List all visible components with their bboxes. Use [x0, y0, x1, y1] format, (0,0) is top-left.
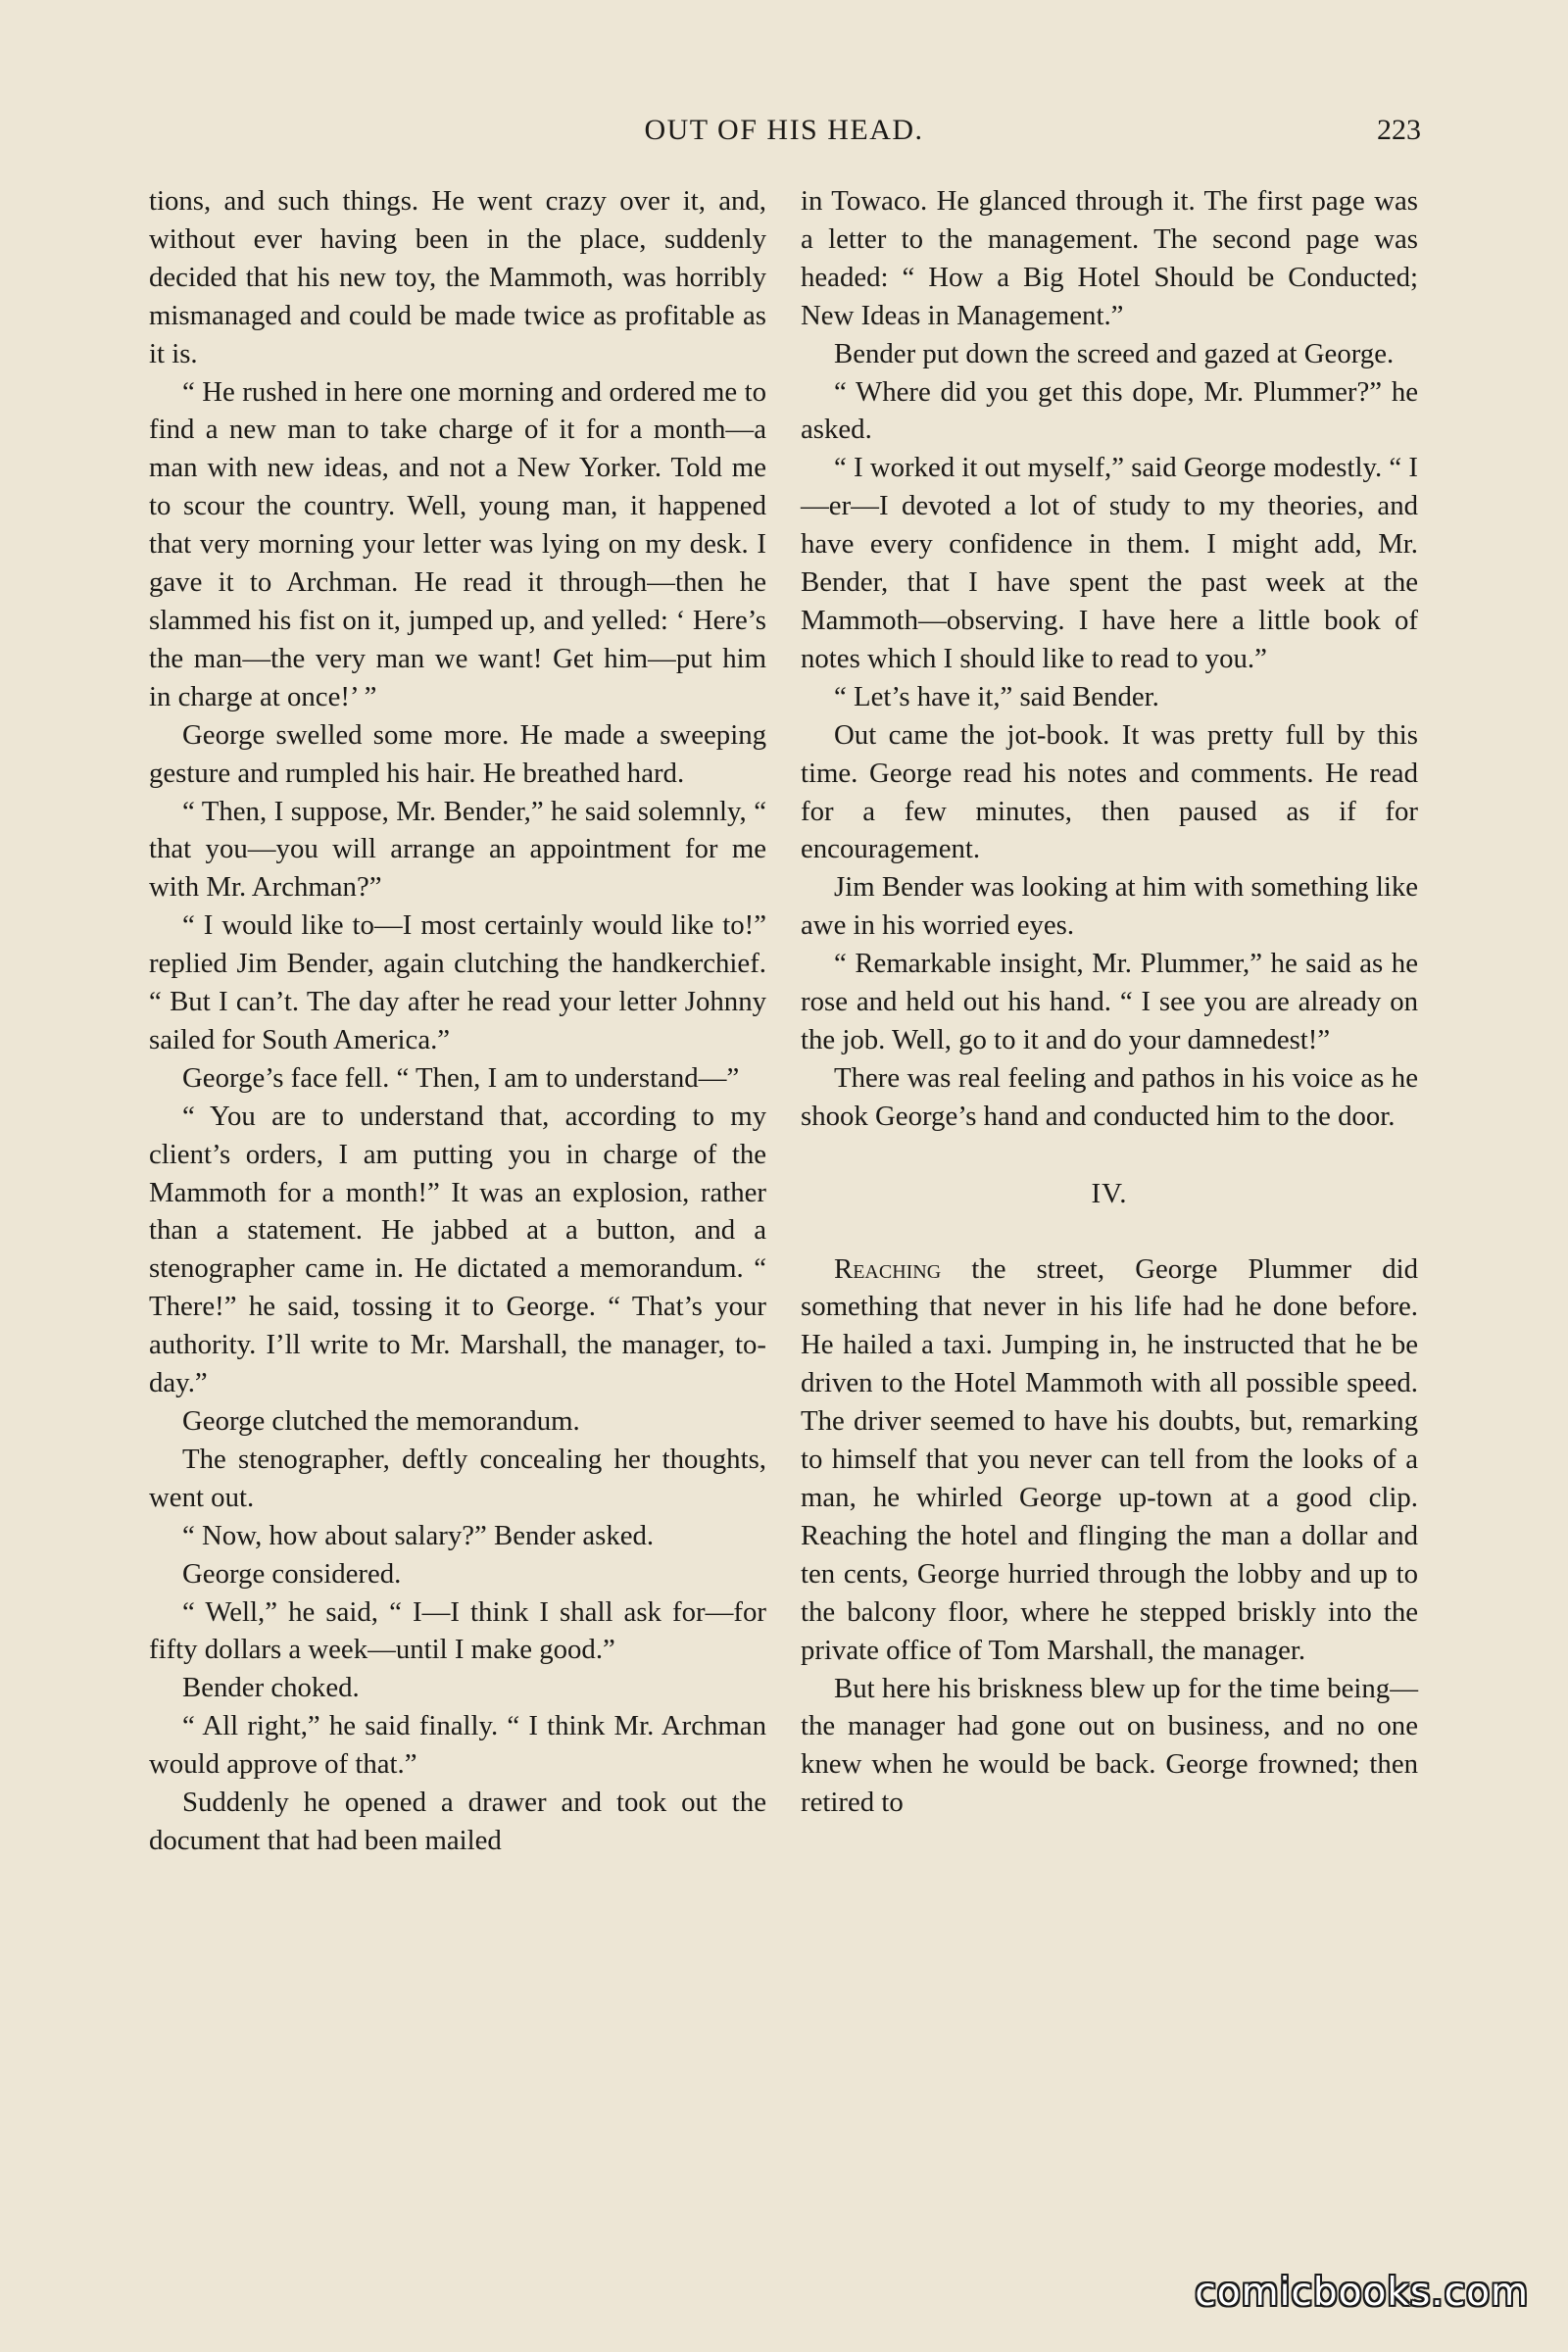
paragraph: Bender choked.: [182, 1672, 360, 1704]
running-title: OUT OF HIS HEAD.: [644, 114, 924, 146]
paragraph: “ Now, how about salary?” Bender asked.: [182, 1519, 655, 1551]
page-header: [147, 114, 1421, 157]
paragraph: in Towaco. He glanced through it. The first page was a letter to the management. The second page was headed: “ How a Big Hotel Should be Conducted; New Ideas in Management.”: [801, 185, 1418, 331]
section-first-paragraph: [801, 1250, 1418, 1670]
paragraph: “ You are to understand that, according to my client’s orders, I am putting you in charge of the Mammoth for a month!” It was an explosion, rather than a statement. He jabbed at a button, and a stenographer came in. He dictated a memorandum. “ There!” he said, tossing it to George. “ That’s your authority. I’ll write to Mr. Marshall, the manager, to-day.”: [149, 1100, 766, 1399]
paragraph: “ All right,” he said finally. “ I think Mr. Archman would approve of that.”: [149, 1710, 766, 1781]
paragraph: George considered.: [182, 1557, 402, 1590]
watermark: comicbooks.com: [1195, 2271, 1529, 2315]
paragraph: “ Remarkable insight, Mr. Plummer,” he said as he rose and held out his hand. “ I see you are already on the job. Well, go to it and do your damnedest!”: [801, 948, 1418, 1055]
paragraph: “ He rushed in here one morning and ordered me to find a new man to take charge of it for a month—a man with new ideas, and not a New Yorker. Told me to scour the country. Well, young man, it happened that very morning your letter was lying on my desk. I gave it to Archman. He read it through—then he slammed his fist on it, jumped up, and yelled: ‘ Here’s the man—the very man we want! Get him—put him in charge at once!’ ”: [149, 375, 766, 712]
paragraph: “ Where did you get this dope, Mr. Plummer?” he asked.: [801, 375, 1418, 446]
paragraph: Jim Bender was looking at him with something like awe in his worried eyes.: [801, 871, 1418, 942]
paragraph: Bender put down the screed and gazed at George.: [834, 337, 1395, 369]
paragraph: But here his briskness blew up for the time being—the manager had gone out on business, and no one knew when he would be back. George frowned; then retired to: [801, 1672, 1418, 1819]
page-number: 223: [1377, 114, 1421, 146]
paragraph: George swelled some more. He made a sweeping gesture and rumpled his hair. He breathed hard.: [149, 718, 766, 789]
paragraph: “ I worked it out myself,” said George modestly. “ I—er—I devoted a lot of study to my theories, and have every confidence in them. I might add, Mr. Bender, that I have spent the past week at the Mammoth—observing. I have here a little book of notes which I should like to read to you.”: [801, 452, 1418, 674]
paragraph: Suddenly he opened a drawer and took out the document that had been mailed: [149, 1787, 766, 1856]
paragraph: Out came the jot-book. It was pretty full by this time. George read his notes and comments. He read for a few minutes, then paused as if for encouragement.: [801, 718, 1418, 865]
paragraph: “ I would like to—I most certainly would like to!” replied Jim Bender, again clutching the handkerchief. “ But I can’t. The day after he read your letter Johnny sailed for South America.”: [149, 909, 766, 1055]
paragraph: “ Let’s have it,” said Bender.: [834, 680, 1159, 712]
paragraph: “ Then, I suppose, Mr. Bender,” he said solemnly, “ that you—you will arrange an appointment for me with Mr. Archman?”: [149, 795, 766, 904]
left-column: [149, 182, 766, 1860]
section-heading: IV.: [1091, 1177, 1128, 1209]
paragraph-text: the street, George Plummer did something that never in his life had he done before. He hailed a taxi. Jumping in, he instructed that he be driven to the Hotel Mammoth with all possible speed. The driver seemed to have his doubts, but, remarking to himself that you never can tell from the looks of a man, he whirled George up-town at a good clip. Reaching the hotel and flinging the man a dollar and ten cents, George hurried through the lobby and up to the balcony floor, where he stepped briskly into the private office of Tom Marshall, the manager.: [801, 1252, 1418, 1666]
right-column: [801, 182, 1418, 1822]
paragraph: There was real feeling and pathos in his voice as he shook George’s hand and conducted him to the door.: [801, 1061, 1418, 1132]
lead-word: Reaching: [834, 1252, 942, 1285]
paragraph: “ Well,” he said, “ I—I think I shall ask for—for fifty dollars a week—until I make good.”: [149, 1595, 766, 1666]
paragraph: George clutched the memorandum.: [182, 1405, 580, 1437]
paragraph: tions, and such things. He went crazy over it, and, without ever having been in the place, suddenly decided that his new toy, the Mammoth, was horribly mismanaged and could be made twice as profitable as it is.: [149, 185, 766, 369]
paragraph: George’s face fell. “ Then, I am to understand—”: [182, 1061, 740, 1094]
paragraph: The stenographer, deftly concealing her thoughts, went out.: [149, 1443, 766, 1513]
